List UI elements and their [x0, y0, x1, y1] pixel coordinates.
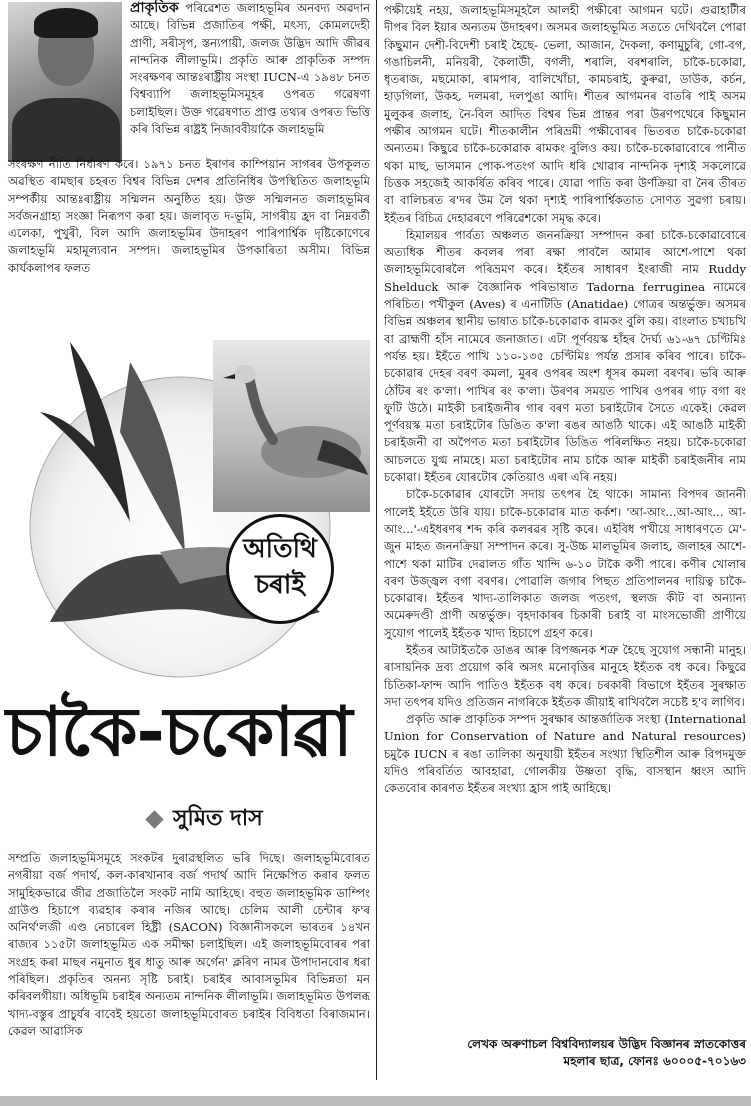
bottom-rule	[0, 1096, 751, 1106]
right-paragraph-4: ইহঁতৰ আটাইতকৈ ডাঙৰ আৰু বিপজ্জনক শত্ৰু হৈছে সুযোগ সন্ধানী মানুহ। ৰাসায়নিক দ্ৰব্য প্ৰয়োগ কৰি অসৎ মনোবৃত্তিৰ মানুহে ইহঁতক বধ কৰে। কিছুৱে চিতিকা-ফান্দ আদি পাতিও ইহঁতক বধ কৰে। চৰকাৰী বিভাগে ইহঁতৰ সুৰক্ষাত সদা তৎপৰ যদিও প্ৰতিজন নাগৰিকে ইহঁতক জীয়াই ৰাখিবলৈ সচেষ্ট হ'ব লাগিব।	[384, 642, 746, 709]
right-paragraph-2: হিমালয়ৰ পাৰ্বত্য অঞ্চলত জননক্ৰিয়া সম্পাদন কৰা চাকৈ-চকোৱাবোৰে অত্যধিক শীতৰ কবলৰ পৰা ৰক্ষা পাবলৈ আমাৰ আশে-পাশে থকা জলাহভূমিবোৰলৈ পৰিভ্ৰমণ কৰে। ইহঁতৰ সাধাৰণ ইংৰাজী নাম Ruddy Shelduck আৰু বৈজ্ঞানিক পৰিভাষাত Tadorna ferruginea নামেৰে পৰিচিত। পখীকুল (Aves) ৰ এনাটিডি (Anatidae) গোত্ৰৰ অন্তৰ্ভুক্ত। অসমৰ বিভিন্ন অঞ্চলৰ স্থানীয় ভাষাত চাকৈ-চকোৱাক ৰামকং বুলি কয়। বাংলাত চখাচখি বা ব্ৰাহ্মণী হাঁস নামেৰে জনাজাত। এটা পূৰ্ণবয়স্ক হাঁহৰ দৈৰ্ঘ্য ৬১-৬৭ চেণ্টিমিঃ পৰ্যন্ত হয়। ইহঁতে পাখি ১১০-১৩৫ চেণ্টিমিঃ পৰ্যন্ত প্ৰসাৰ কৰিব পাৰে। চাকৈ-চকোৱাৰ দেহৰ বৰণ কমলা, মুৰৰ ওপৰৰ অংশ ধূসৰ কমলা বৰণৰ। ভৰি আৰু ঠোঁটৰ ৰং ক'লা। পাখিৰ ৰং ক'লা। উৰণৰ সময়ত পাখিৰ ওপৰৰ গাঢ় বগা ৰং ফুটি উঠে। মাইকী চৰাইজনীৰ গাৰ বৰণ মতা চৰাইটোৰ সৈতে একেই। কেৱল পূৰ্ণবয়স্ক মতা চৰাইটোৰ ডিঙিত ক'লা ৰঙৰ আঙঠি থাকে। এই আঙঠি মাইকী চৰাইজনী বা অপৈণত মতা চৰাইটোৰ ডিঙিত পৰিলক্ষিত নহয়। চাকৈ-চকোৱা আচলতে যুগ্ম নামহে। মতা চৰাইটোৰ নাম চাকৈ আৰু মাইকী চৰাইজনীৰ নাম চকোৱা। ইহঁতৰ যোৰটোৰ কেতিয়াও এৰা এৰি নহয়।	[384, 227, 746, 485]
bird-photo	[213, 340, 370, 512]
intro-paragraph	[130, 0, 370, 138]
author-name: সুমিত দাস	[173, 806, 263, 831]
byline	[148, 804, 263, 834]
badge-line-2: চৰাই	[255, 570, 305, 600]
lead-word: প্ৰাকৃতিক	[130, 0, 179, 16]
right-paragraph-3: চাকৈ-চকোৱাৰ যোৰটো সদায় তৎপৰ হৈ থাকে। সামান্য বিপদৰ জাননী পালেই ইহঁতে উৰি যায়। চাকৈ-চকোৱাৰ মাত কৰ্কশ। 'আ-আং...আ-আং... আ-আং...'-এইধৰণৰ শব্দ কৰি কলৰৱৰ সৃষ্টি কৰে। এইবিধ পখীয়ে সাধাৰণতে মে'-জুন মাহত জননক্ৰিয়া সম্পাদন কৰে। সু-উচ্চ মালভূমিৰ জলাহ, জলাহৰ আশে-পাশে থকা মাটিৰ দেৱালত গাঁত খান্দি ৬-১০ টাকৈ কণী পাৰে। কণীৰ খোলাৰ বৰণ উজ্জ্বল বগা বৰণৰ। পোৱালি জগাৰ পিছত প্ৰতিপালনৰ দায়িত্ব চাকৈ-চকোৱাৰ। ইহঁতৰ খাদ্য-তালিকাত জলজ পতংগ, স্থলজ কীট বা অন্যান্য অমেৰুদণ্ডী প্ৰাণী অন্তৰ্ভুক্ত। বৃহদাকাৰৰ চিকাৰী চৰাই বা মাংসভোজী প্ৰাণীয়ে সুযোগ পালেই ইহঁতক খাদ্য হিচাপে গ্ৰহণ কৰে।	[384, 487, 746, 640]
intro-text: পৰিৱেশত জলাহভূমিৰ অনবদ্য অৱদান আছে। বিভিন্ন প্ৰজাতিৰ পক্ষী, মৎস্য, কোমলদেহী প্ৰাণী, সৰীসৃপ, স্তন্যপায়ী, জলজ উদ্ভিদ আদি জীৱৰ নান্দনিক লীলাভূমি। প্ৰকৃতি আৰু প্ৰাকৃতিক সম্পদ সংৰক্ষণৰ আন্তঃৰাষ্ট্ৰীয় সংস্থা IUCN-এ ১৯৪৮ চনত বিশ্বব্যাপি জলাহভূমিসমূহৰ ওপৰত গৱেষণা চলাইছিল। উক্ত গৱেষণাত প্ৰাপ্ত তথ্যৰ ওপৰত ভিত্তি কৰি বিভিন্ন ৰাষ্ট্ৰই নিজাববীয়াকৈ জলাহভূমি	[130, 1, 370, 137]
intro-continued	[8, 156, 370, 277]
guest-bird-badge	[226, 514, 334, 624]
author-photo	[8, 2, 122, 162]
badge-line-1: অতিথি	[243, 534, 317, 564]
author-note	[384, 1036, 746, 1070]
article-title: চাকৈ-চকোৱা	[6, 693, 352, 772]
author-note-line-1: লেখক অৰুণাচল বিশ্ববিদ্যালয়ৰ উদ্ভিদ বিজ্ঞানৰ স্নাতকোত্তৰ	[467, 1037, 746, 1051]
column-divider	[376, 0, 377, 1080]
right-column	[384, 2, 746, 798]
left-body-text: সম্প্ৰতি জলাহভূমিসমূহে সংকটৰ দুৰাৱস্থলিত ভৰি দিছে। জলাহভূমিবোৰত নগৰীয়া বৰ্জ পদাৰ্থ, কল-কাৰখানাৰ বৰ্জ পদাৰ্থ আদি নিক্ষেপিত কৰাৰ ফলত সামুহিকভাৱে জীৱ প্ৰজাতিলৈ সংকট নামি আহিছে। বহুত জলাহভূমিক ডাম্পিং গ্ৰাউণ্ড হিচাপে ব্যৱহাৰ কৰাৰ নজিৰ আছে। চেলিম আলী চেন্টাৰ ফ'ৰ অনিৰ্থ'লজী এণ্ড নেচাৰেল হিষ্ট্ৰী (SACON) বিজ্ঞানীসকলে ভাৰতৰ ১৪খন ৰাজ্যৰ ১১৫টা জলাহভূমিত এক সমীক্ষা চলাইছিল। এই জলাহভূমিবোৰৰ পৰা সংগ্ৰহ কৰা মাছৰ নমুনাত ধুৰ ধাতু আৰু অৰ্গেন' ক্লৰিণ নামৰ উপাদানবোৰ ধৰা পৰিছিল। প্ৰকৃতিৰ অনন্য সৃষ্টি চৰাই। চৰাইৰ আবাসভূমিৰ বিভিন্নতা মন কৰিবলগীয়া। অধিভূমি চৰাইৰ অন্যতম নান্দনিক লীলাভূমি। জলাহভূমিত উপলব্ধ খাদ্য-বস্তুৰ প্ৰাচুৰ্যৰ বাবেই হয়তো জলাহভূমিবোৰত চৰাইৰ বিবিধতা বিৰাজমান। কেৱল আৱাসিক	[8, 851, 370, 1038]
right-paragraph-1: পক্ষীয়েই নহয়, জলাহভূমিসমূহলৈ আলহী পক্ষীৰো আগমন ঘটে। গুৱাহাটীৰ দীপৰ বিল ইয়াৰ অন্যতম উদাহৰণ। অসমৰ জলাহভূমিত সততে দেখিবলৈ পোৱা কিছুমান দেশী-বিদেশী চৰাই হৈছে- ভেলা, আজান, দৈকলা, কণামুচুৰি, গো-বগ, গঙাচিলনী, মনিয়ৰী, কৈলাউী, বগলী, শৰালি, বৰশৰালি, চাকৈ-চকোৱা, ধৃতৰাজ, মছমোকা, ৰামপাৰ, বালিখোঁচা, কামচৰাই, কুৰুৱা, ডাউক, কৰ্চন, হাড়গিলা, উকহ, দলমৰা, দলপুঙা আদি। শীতৰ আগমনৰ বাতৰি পাই অসম মুলুকৰ জলাহ, নৈ-বিল আদিত বিশ্বৰ ভিন্ন প্ৰান্তৰ পৰা উৰণপথেৰে কিছুমান পক্ষীৰ আগমন ঘটে। শীতকালীন পৰিভ্ৰমী পক্ষীবোৰৰ ভিতৰত চাকৈ-চকোৱা অন্যতম। কিছুৱে চাকৈ-চকোৱাক ৰামকং বুলিও কয়। চাকৈ-চকোৱাবোৰে পানীত থকা মাছ, ভাসমান পোক-পতংগ আদি ধৰি খোৱাৰ নান্দনিক দৃশ্যই সকলোৱে চিত্তক সহজেই আকৰ্ষিত কৰিব পাৰে। যোৱা পাতি কৰা উৰ্ণক্ৰিয়া বা নৈৰ তীৰত বা বালিচৰত ৰ'দৰ উম লৈ থকা দৃশ্যই পাৰিপাৰ্শ্বিকতাত সোণত সুৱগা চৰায়। ইহঁতৰ বিচিত্ৰ দেহাৱৰণে পৰিৱেশকো সমৃদ্ধ কৰে।	[384, 3, 746, 225]
intro-continued-text: সংৰক্ষণ নীতি নিৰ্ধাৰণ কৰে। ১৯৭১ চনত ইৰাণৰ কাম্পিয়ান সাগৰৰ উপকূলত অৱস্থিত ৰামছাৰ চহৰত বিশ্বৰ বিভিন্ন দেশৰ প্ৰতিনিধিৰ উপস্থিতিত জলাহভূমি সম্পৰ্কীয় আন্তঃৰাষ্ট্ৰীয় সন্মিলন অনুষ্ঠিত হয়। উক্ত সন্মিলনত জলাহভূমিৰ সৰ্বজনগ্ৰাহ্য সংজ্ঞা নিৰূপণ কৰা হয়। জলাবৃত দ-ভূমি, সাগৰীয় হ্ৰদ বা নিম্নবৰ্তী এলেকা, পুখুৰী, বিল আদি জলাহভূমিৰ উদাহৰণ পাৰিপাৰ্শ্বিক দৃষ্টিকোণেৰে জলাহভূমি মহামূল্যবান সম্পদ। জলাহভূমিৰ উপকাৰিতা অসীম। বিভিন্ন কাৰ্যকলাপৰ ফলত	[8, 157, 370, 275]
left-body	[8, 850, 370, 1040]
right-paragraph-5: প্ৰকৃতি আৰু প্ৰাকৃতিক সম্পদ সুৰক্ষাৰ আন্তৰ্জাতিক সংস্থা (International Union for Conservation of Nature and Natural resources) চমুকৈ IUCN ৰ ৰঙা তালিকা অনুযায়ী ইহঁতৰ সংখ্যা স্থিতিশীল আৰু বিপদমুক্ত যদিও পৰিবৰ্তিত আবহাৱা, গোলকীয় উষ্ণতা বৃদ্ধি, বাসস্থান ধ্বংস আদি কেতবোৰ কাৰণত ইহঁতৰ সংখ্যা হ্ৰাস পাই আহিছে।	[384, 712, 746, 796]
shelduck-photo-icon	[213, 340, 370, 512]
diamond-icon	[145, 810, 163, 828]
author-note-line-2: মহলাৰ ছাত্ৰ, ফোনঃ ৬০০০৫-৭০১৬৩	[563, 1054, 746, 1068]
